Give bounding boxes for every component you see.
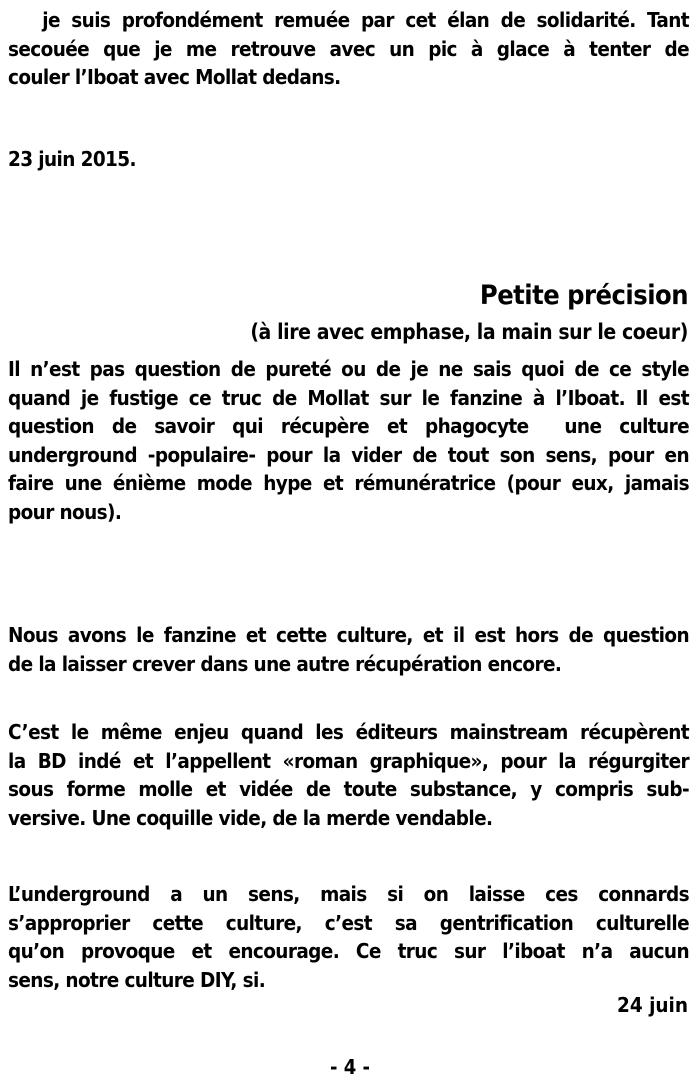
date-text: 23 juin 2015. [8,147,136,171]
paragraph-1 [8,355,689,526]
text-line: versive. Une coquille vide, de la merde vendable. [8,805,493,830]
text-line: la BD indé et l’appellent «roman graphique», pour la régurgiter [8,748,689,773]
section-title: Petite précision [479,280,688,311]
text-line: Nous avons le fanzine et cette culture, et il est hors de question [8,623,689,647]
text-line: je suis profondément remuée par cet élan de solidarité. Tant [8,8,689,32]
text-line: quand je fustige ce truc de Mollat sur le fanzine à l’Iboat. Il est [8,385,689,410]
date-line [8,145,689,174]
text-line: C’est le même enjeu quand les éditeurs mainstream récupèrent [8,720,689,744]
intro-paragraph [8,6,689,92]
text-line: faire une énième mode hype et rémunératrice (pour eux, jamais [8,471,689,495]
text-line: sens, notre culture DIY, si. [8,967,266,992]
text-line: couler l’Iboat avec Mollat dedans. [8,65,341,89]
text-line: underground -populaire- pour la vider de tout son sens, pour en [8,442,689,467]
text-line: Il n’est pas question de pureté ou de je ne sais quoi de ce style [8,357,689,381]
text-line: de la laisser crever dans une autre récupération encore. [8,651,562,676]
text-line: question de savoir qui récupère et phagocyte une culture [8,414,689,438]
paragraph-3 [8,718,689,832]
text-line: qu’on provoque et encourage. Ce truc sur l’iboat n’a aucun [8,939,689,963]
section-subtitle: (à lire avec emphase, la main sur le coeur) [250,320,688,344]
text-line: pour nous). [8,499,122,524]
paragraph-4 [8,880,689,994]
text-line: L’underground a un sens, mais si on laisse ces connards [8,882,689,906]
text-line: s’approprier cette culture, c’est sa gentrification culturelle [8,910,689,935]
text-line: sous forme molle et vidée de toute substance, y compris sub- [8,777,689,801]
paragraph-2 [8,621,689,678]
text-line: secouée que je me retrouve avec un pic à glace à tenter de [8,36,689,61]
signature-date: 24 juin [617,993,688,1017]
page-number: - 4 - [330,1055,370,1079]
